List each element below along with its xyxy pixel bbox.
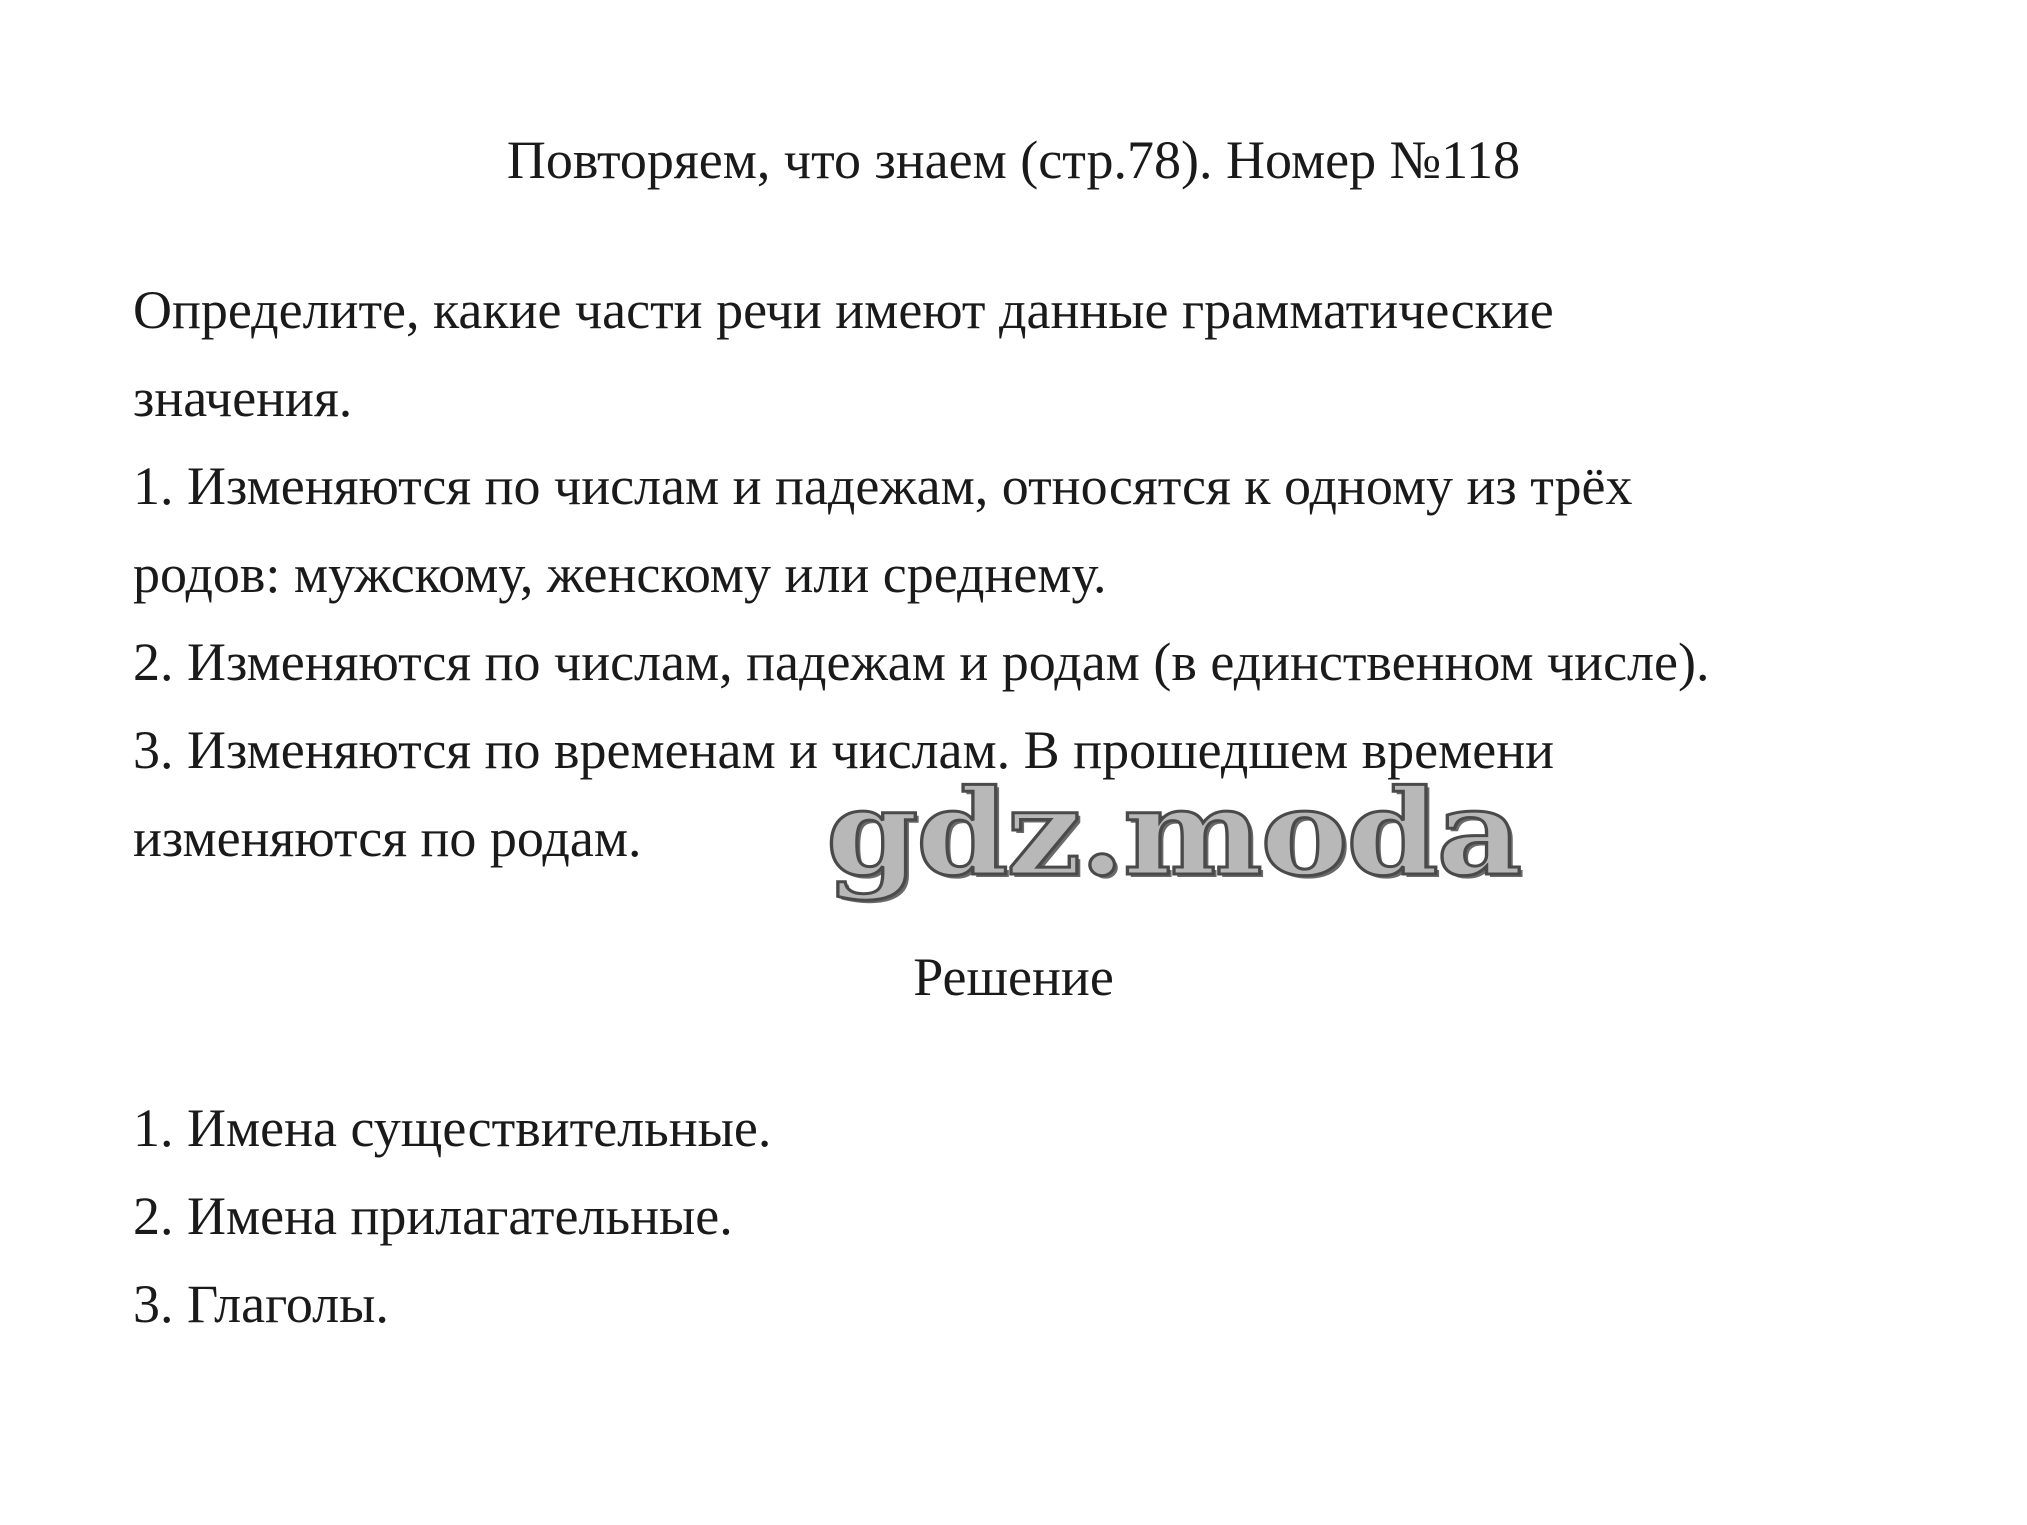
- task-line: родов: мужскому, женскому или среднему.: [133, 544, 1107, 604]
- task-line: изменяются по родам.: [133, 808, 642, 868]
- task-line: Определите, какие части речи имеют данные грамматические: [133, 280, 1554, 340]
- task-line: 3. Изменяются по временам и числам. В прошедшем времени: [133, 720, 1555, 780]
- watermark-logo: gdz.moda: [826, 763, 1520, 902]
- task-line: 1. Изменяются по числам и падежам, относятся к одному из трёх: [133, 456, 1633, 516]
- answer-item: 3. Глаголы.: [133, 1274, 389, 1334]
- task-line: значения.: [133, 368, 353, 428]
- answer-item: 1. Имена существительные.: [133, 1098, 772, 1158]
- solution-heading: Решение: [913, 947, 1114, 1007]
- answer-item: 2. Имена прилагательные.: [133, 1186, 733, 1246]
- task-line: 2. Изменяются по числам, падежам и родам (в единственном числе).: [133, 632, 1710, 692]
- page-title: Повторяем, что знаем (стр.78). Номер №118: [506, 130, 1521, 190]
- answers-list: [133, 1084, 1933, 1348]
